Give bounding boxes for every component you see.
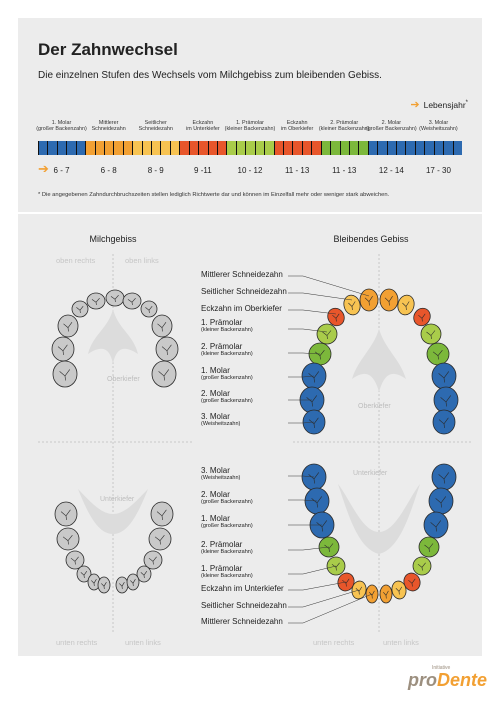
timeline-tick xyxy=(95,141,96,155)
palate-shape xyxy=(352,329,406,392)
tooth-label-name: 2. Prämolar xyxy=(201,342,243,351)
milk-tooth xyxy=(72,301,88,317)
leader-line xyxy=(288,590,359,607)
tooth-label-name: Eckzahn im Oberkiefer xyxy=(201,304,282,313)
tooth-label-sub: (Weisheitszahn) xyxy=(201,421,241,427)
tooth-label-name: 2. Molar xyxy=(201,490,230,499)
leader-line xyxy=(288,293,352,300)
timeline-tick xyxy=(47,141,48,155)
timeline-label-line: 2. Molar xyxy=(381,120,402,126)
timeline-label-sub: (kleiner Backenzahn) xyxy=(224,126,276,133)
timeline-tick xyxy=(264,141,265,155)
timeline-segment xyxy=(38,141,85,155)
palate-shape xyxy=(88,309,138,364)
timeline-range: 11 - 13 xyxy=(332,166,357,175)
timeline-tick xyxy=(358,141,359,155)
tooth-label-sub: (kleiner Backenzahn) xyxy=(201,573,253,579)
timeline-tick xyxy=(368,141,369,155)
timeline-label-line: 1. Molar xyxy=(51,120,72,126)
page-subtitle: Die einzelnen Stufen des Wechsels vom Milchgebiss zum bleibenden Gebiss. xyxy=(38,70,382,81)
tooth-label xyxy=(201,304,282,313)
leader-line xyxy=(288,582,346,590)
milk-tooth xyxy=(127,574,139,590)
timeline-tick xyxy=(160,141,161,155)
timeline-segment xyxy=(274,141,321,155)
tooth-label-name: 1. Prämolar xyxy=(201,318,243,327)
timeline-tick xyxy=(113,141,114,155)
arrow-icon: ➔ xyxy=(38,161,49,176)
milk-tooth xyxy=(106,290,124,306)
timeline-tick xyxy=(330,141,331,155)
timeline-range: 8 - 9 xyxy=(147,166,164,175)
timeline-tick xyxy=(321,141,322,155)
permanent-heading: Bleibendes Gebiss xyxy=(333,234,409,244)
tooth-label-name: 2. Molar xyxy=(201,389,230,398)
tooth-label xyxy=(201,490,253,506)
timeline-tick xyxy=(255,141,256,155)
timeline-label-sub: im Oberkiefer xyxy=(280,126,314,133)
timeline-tick xyxy=(226,141,227,155)
timeline-tick xyxy=(340,141,341,155)
milk-tooth xyxy=(151,502,173,526)
tooth-label xyxy=(201,318,253,334)
timeline-segment xyxy=(368,141,415,155)
timeline-label-line: Eckzahn xyxy=(286,120,308,126)
timeline-tick xyxy=(434,141,435,155)
timeline-tick xyxy=(132,141,133,155)
timeline-label-line: 3. Molar xyxy=(428,120,449,126)
milk-tooth xyxy=(53,361,77,387)
timeline-tick xyxy=(292,141,293,155)
milk-tooth xyxy=(152,315,172,337)
timeline-tick xyxy=(170,141,171,155)
tooth-label xyxy=(201,617,283,626)
permanent-lower-jaw: Unterkiefer xyxy=(353,470,388,477)
timeline-label-sub: (Weisheitszahn) xyxy=(419,126,458,133)
permanent-lower-left: unten links xyxy=(383,638,419,647)
tooth-label-name: Mittlerer Schneidezahn xyxy=(201,270,283,279)
timeline-tick xyxy=(405,141,406,155)
milk-tooth xyxy=(55,502,77,526)
timeline-label-sub: Schneidezahn xyxy=(138,126,173,133)
permanent-tooth-molar xyxy=(432,363,456,389)
timeline-tick xyxy=(189,141,190,155)
timeline-tick xyxy=(151,141,152,155)
permanent-tooth-molar xyxy=(432,464,456,490)
milk-upper-right: oben rechts xyxy=(56,256,96,265)
milk-tooth xyxy=(58,315,78,337)
timeline-label-sub: Schneidezahn xyxy=(91,126,126,133)
permanent-tooth-incisor_central xyxy=(360,289,378,311)
milk-upper-left: oben links xyxy=(125,256,159,265)
timeline-segment xyxy=(179,141,226,155)
tooth-label-sub: (großer Backenzahn) xyxy=(201,499,253,505)
page-title: Der Zahnwechsel xyxy=(38,40,178,59)
permanent-tooth-molar xyxy=(424,512,448,538)
timeline-tick xyxy=(76,141,77,155)
timeline-tick xyxy=(311,141,312,155)
tooth-label xyxy=(201,270,283,279)
timeline-tick xyxy=(453,141,454,155)
timeline-label-sub: (großer Backenzahn) xyxy=(366,126,417,133)
tooth-label-sub: (kleiner Backenzahn) xyxy=(201,549,253,555)
timeline-segment xyxy=(415,141,462,155)
timeline-tick xyxy=(85,141,86,155)
permanent-tooth-incisor_central xyxy=(380,585,392,603)
milk-tooth xyxy=(149,528,171,550)
tooth-label-sub: (großer Backenzahn) xyxy=(201,398,253,404)
timeline-label-sub: (kleiner Backenzahn) xyxy=(318,126,370,133)
tooth-label-sub: (großer Backenzahn) xyxy=(201,523,253,529)
permanent-tooth-incisor_lateral xyxy=(342,293,363,316)
tooth-label-sub: (großer Backenzahn) xyxy=(201,375,253,381)
milk-tooth xyxy=(123,293,141,309)
timeline-tick xyxy=(443,141,444,155)
timeline-tick xyxy=(123,141,124,155)
tooth-label-name: 3. Molar xyxy=(201,466,230,475)
milk-upper-jaw: Oberkiefer xyxy=(107,376,140,383)
timeline-tick xyxy=(283,141,284,155)
tooth-label-name: 3. Molar xyxy=(201,412,230,421)
timeline-range: 6 - 8 xyxy=(100,166,117,175)
milk-tooth xyxy=(87,293,105,309)
timeline-tick xyxy=(217,141,218,155)
timeline-tick xyxy=(245,141,246,155)
timeline-tick xyxy=(104,141,105,155)
permanent-tooth-molar xyxy=(433,410,455,434)
timeline-range: 17 - 30 xyxy=(425,166,451,175)
timeline-tick xyxy=(396,141,397,155)
timeline-tick xyxy=(387,141,388,155)
tooth-label xyxy=(201,412,240,428)
timeline-tick xyxy=(142,141,143,155)
timeline-segment xyxy=(321,141,368,155)
tooth-label-name: Seitlicher Schneidezahn xyxy=(201,601,287,610)
timeline-tick xyxy=(236,141,237,155)
brand-name: Dente xyxy=(437,670,488,690)
tooth-label xyxy=(201,514,253,530)
timeline-tick xyxy=(302,141,303,155)
milk-tooth xyxy=(152,361,176,387)
milk-tooth xyxy=(116,577,128,593)
milk-tooth xyxy=(141,301,157,317)
timeline-range: 10 - 12 xyxy=(237,166,263,175)
milk-heading: Milchgebiss xyxy=(89,234,137,244)
permanent-tooth-incisor_lateral xyxy=(396,293,417,316)
tooth-label-name: 1. Prämolar xyxy=(201,564,243,573)
timeline-label-sub: im Unterkiefer xyxy=(186,126,220,133)
milk-lower-left: unten links xyxy=(125,638,161,647)
tooth-label-name: 1. Molar xyxy=(201,514,230,523)
milk-tooth xyxy=(57,528,79,550)
tooth-label-sub: (Weisheitszahn) xyxy=(201,475,241,481)
brand-prefix: pro xyxy=(408,670,437,690)
timeline-range: 12 - 14 xyxy=(378,166,404,175)
timeline-label-line: Mittlerer xyxy=(98,120,119,126)
timeline-tick xyxy=(38,141,39,155)
tooth-label xyxy=(201,540,253,556)
milk-tooth xyxy=(52,337,74,361)
timeline-range: 11 - 13 xyxy=(284,166,310,175)
footnote: * Die angegebenen Zahndurchbruchszeiten stellen lediglich Richtwerte dar und können im Einzelfall mehr oder weniger stark abweichen. xyxy=(38,192,390,198)
timeline-label-line: Eckzahn xyxy=(192,120,214,126)
age-legend-mark: * xyxy=(465,100,468,107)
timeline-label-line: 2. Prämolar xyxy=(330,120,359,126)
tooth-label-name: 1. Molar xyxy=(201,366,230,375)
timeline-segment xyxy=(85,141,132,155)
permanent-lower-right: unten rechts xyxy=(313,638,355,647)
timeline-tick xyxy=(66,141,67,155)
tooth-label-sub: (kleiner Backenzahn) xyxy=(201,351,253,357)
timeline-label xyxy=(410,120,466,132)
permanent-tooth-premolar2 xyxy=(419,537,439,557)
timeline-label-line: Seitlicher xyxy=(144,120,167,126)
tooth-label xyxy=(201,287,287,296)
tooth-label xyxy=(201,466,240,482)
tooth-label xyxy=(201,366,253,382)
permanent-tooth-molar xyxy=(429,488,453,514)
timeline-tick xyxy=(57,141,58,155)
permanent-tooth-molar xyxy=(434,387,458,413)
brand-logo xyxy=(408,665,488,691)
timeline-label-line: 1. Prämolar xyxy=(236,120,264,126)
tooth-label-name: Eckzahn im Unterkiefer xyxy=(201,584,284,593)
tooth-label xyxy=(201,342,253,358)
timeline-tick xyxy=(377,141,378,155)
timeline-tick xyxy=(179,141,180,155)
dentition-panel xyxy=(18,212,482,656)
timeline-range: 6 - 7 xyxy=(53,166,70,175)
milk-lower-jaw: Unterkiefer xyxy=(100,496,135,503)
arrow-icon: ➔ xyxy=(410,99,420,111)
tooth-label-sub: (kleiner Backenzahn) xyxy=(201,327,253,333)
milk-lower-right: unten rechts xyxy=(56,638,98,647)
tooth-label-name: Seitlicher Schneidezahn xyxy=(201,287,287,296)
timeline-tick xyxy=(424,141,425,155)
age-legend-label: Lebensjahr xyxy=(423,100,466,110)
permanent-tooth-premolar1 xyxy=(317,324,337,344)
timeline-tick xyxy=(198,141,199,155)
milk-tooth xyxy=(98,577,110,593)
permanent-tooth-premolar2 xyxy=(427,343,449,365)
timeline-segment xyxy=(132,141,179,155)
milk-tooth xyxy=(156,337,178,361)
age-legend xyxy=(410,98,468,111)
tooth-label xyxy=(201,389,253,405)
timeline-segment xyxy=(226,141,273,155)
tooth-label xyxy=(201,564,253,580)
permanent-tooth-premolar1 xyxy=(421,324,441,344)
tooth-label xyxy=(201,584,284,593)
permanent-upper-jaw: Oberkiefer xyxy=(358,403,391,410)
timeline-tick xyxy=(208,141,209,155)
timeline-tick xyxy=(415,141,416,155)
timeline-tick xyxy=(274,141,275,155)
permanent-tooth-incisor_central xyxy=(380,289,398,311)
tooth-label xyxy=(201,601,287,610)
timeline-range: 9 -11 xyxy=(194,166,212,175)
timeline-panel xyxy=(18,18,482,212)
permanent-tooth-premolar1 xyxy=(413,557,431,575)
tooth-label-name: 2. Prämolar xyxy=(201,540,243,549)
timeline-label-sub: (großer Backenzahn) xyxy=(36,126,87,133)
tooth-label-name: Mittlerer Schneidezahn xyxy=(201,617,283,626)
brand-tag: Initiative xyxy=(432,665,451,671)
timeline-tick xyxy=(349,141,350,155)
